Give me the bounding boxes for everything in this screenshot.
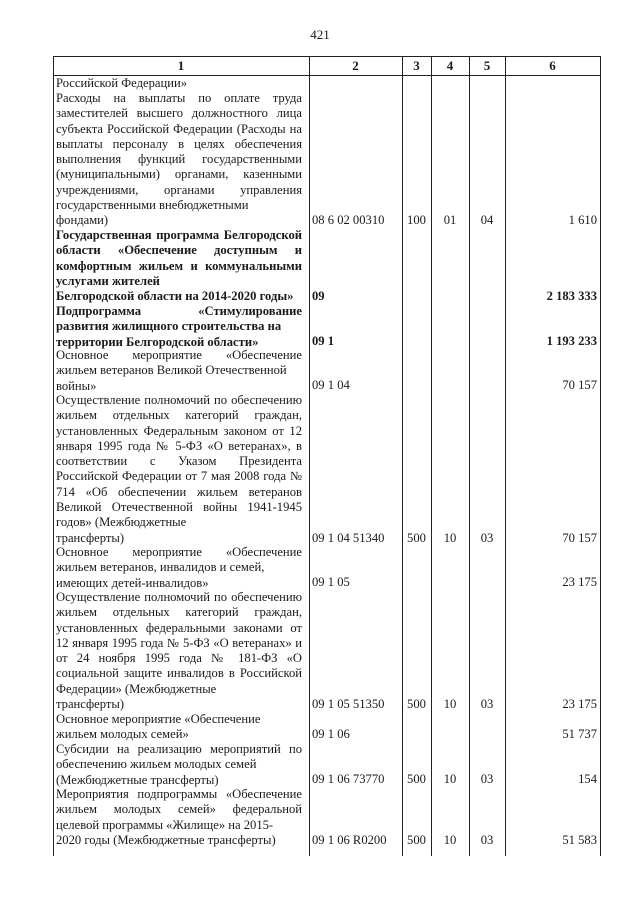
description-last-line: 2020 годы (Межбюджетные трансферты) (56, 832, 276, 847)
target-code: 09 1 06 R0200 (312, 833, 387, 847)
target-code: 09 1 05 51350 (312, 697, 385, 711)
description-text: Основное мероприятие «Обеспечение жильем ветеранов, инвалидов и семей, (56, 545, 302, 575)
description-last-line: трансферты) (56, 697, 125, 712)
target-code: 08 6 02 00310 (312, 213, 385, 227)
amount: 154 (578, 772, 597, 786)
row-description (56, 742, 302, 788)
target-code: 09 1 04 51340 (312, 531, 385, 545)
description-last-line: территории Белгородской области» (56, 334, 259, 349)
description-text: Субсидии на реализацию мероприятий по обеспечению жильем молодых семей (56, 742, 302, 772)
target-code: 09 1 06 73770 (312, 772, 385, 786)
amount: 2 183 333 (546, 289, 597, 303)
section-code: 01 (443, 213, 457, 227)
target-code: 09 (312, 289, 325, 303)
subsection-code: 03 (480, 833, 494, 847)
description-last-line: имеющих детей-инвалидов» (56, 575, 209, 590)
subsection-code: 03 (480, 772, 494, 786)
column-border (431, 56, 432, 856)
row-description (56, 304, 302, 350)
target-code: 09 1 05 (312, 575, 350, 589)
column-header: 5 (483, 58, 491, 73)
amount: 70 157 (562, 378, 597, 392)
column-header: 6 (549, 58, 556, 73)
target-code: 09 1 (312, 334, 335, 348)
expense-type: 500 (407, 833, 426, 847)
subsection-code: 03 (480, 697, 494, 711)
column-border (469, 56, 470, 856)
description-last-line: (Межбюджетные трансферты) (56, 772, 219, 787)
row-description (56, 91, 302, 229)
amount: 23 175 (562, 575, 597, 589)
page-number: 421 (310, 27, 330, 42)
row-description (56, 712, 302, 743)
amount: 1 610 (568, 213, 597, 227)
table-top-border (53, 56, 601, 57)
row-description (56, 787, 302, 848)
target-code: 09 1 06 (312, 727, 350, 741)
description-last-line: жильем молодых семей» (56, 727, 189, 742)
column-border (600, 56, 601, 856)
description-text: Расходы на выплаты по оплате труда заместителей высшего должностного лица субъекта Российской Федерации (Расходы на выплаты персоналу в целях обеспечения выполнения функций государственными (муниципальными) органами, казенными учреждениями, органами управления государственными внебюджетными (56, 91, 302, 213)
row-description (56, 393, 302, 546)
column-header: 1 (177, 58, 185, 73)
section-code: 10 (443, 772, 457, 786)
amount: 51 737 (562, 727, 597, 741)
row-description (56, 590, 302, 712)
description-text: Мероприятия подпрограммы «Обеспечение жильем молодых семей» федеральной целевой программы «Жилище» на 2015- (56, 787, 302, 832)
target-code: 09 1 04 (312, 378, 350, 392)
expense-type: 500 (407, 772, 426, 786)
column-header: 2 (352, 58, 359, 73)
section-code: 10 (443, 531, 457, 545)
column-header: 4 (446, 58, 454, 73)
row-description (56, 228, 302, 304)
row-description (56, 348, 302, 394)
expense-type: 500 (407, 697, 426, 711)
subsection-code: 04 (480, 213, 494, 227)
description-text: Осуществление полномочий по обеспечению жильем отдельных категорий граждан, установленных Федеральным законом от 12 января 1995 года № 5-ФЗ «О ветеранах», в соответствии с Указом Президента Российской Федерации от 7 мая 2008 года № 714 «Об обеспечении жильем ветеранов Великой Отечественной войны 1941-1945 годов» (Межбюджетные (56, 393, 302, 530)
amount: 51 583 (562, 833, 597, 847)
section-code: 10 (443, 697, 457, 711)
description-last-line: войны» (56, 378, 97, 393)
expense-type: 100 (407, 213, 426, 227)
description-text: Основное мероприятие «Обеспечение жильем ветеранов Великой Отечественной (56, 348, 302, 378)
row-description (56, 76, 302, 91)
column-border (402, 56, 403, 856)
section-code: 10 (443, 833, 457, 847)
description-last-line: Белгородской области на 2014-2020 годы» (56, 289, 294, 304)
row-description (56, 545, 302, 591)
budget-table (53, 56, 601, 856)
description-text: Государственная программа Белгородской области «Обеспечение доступным и комфортным жильем и коммунальными услугами жителей (56, 228, 302, 288)
expense-type: 500 (407, 531, 426, 545)
description-last-line: фондами) (56, 213, 109, 228)
description-text: Осуществление полномочий по обеспечению жильем отдельных категорий граждан, установленных федеральными законами от 12 января 1995 года № 5-ФЗ «О ветеранах» и от 24 ноября 1995 года № 181-ФЗ «О социальной защите инвалидов в Российской Федерации» (Межбюджетные (56, 590, 302, 696)
column-header: 3 (413, 58, 420, 73)
amount: 23 175 (562, 697, 597, 711)
subsection-code: 03 (480, 531, 494, 545)
column-border (309, 56, 310, 856)
description-last-line: Российской Федерации» (56, 76, 187, 90)
column-border (53, 56, 54, 856)
description-text: Подпрограмма «Стимулирование развития жилищного строительства на (56, 304, 302, 334)
description-last-line: трансферты) (56, 530, 125, 545)
description-text: Основное мероприятие «Обеспечение (56, 712, 261, 726)
amount: 70 157 (562, 531, 597, 545)
amount: 1 193 233 (546, 334, 597, 348)
